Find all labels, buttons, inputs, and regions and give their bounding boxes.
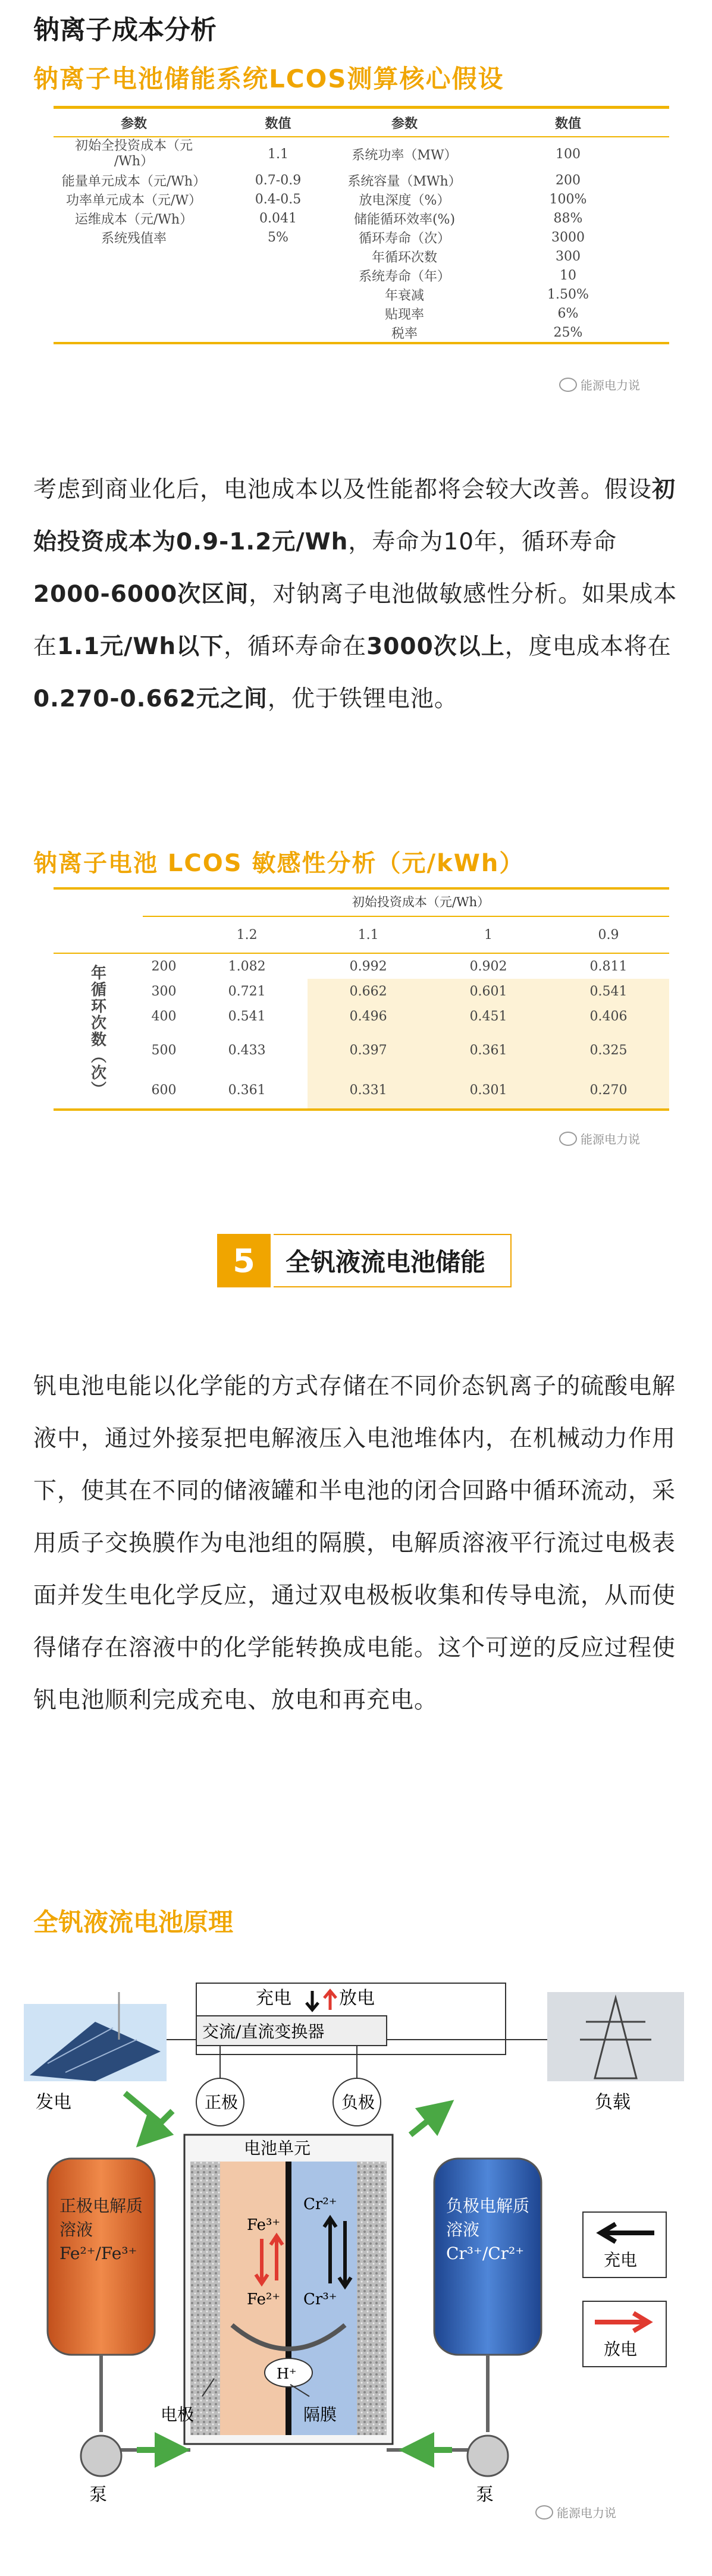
paragraph-1 <box>33 464 679 725</box>
table1-cell: 能量单元成本（元/Wh） <box>61 174 206 189</box>
table2-cell-highlight: 0.662 <box>308 979 429 1004</box>
table1-cell: 初始全投资成本（元 /Wh） <box>74 139 193 169</box>
para-text: ，优于铁锂电池。 <box>267 686 458 712</box>
para-bold: 初始投资成本为0.9-1.2元/Wh <box>33 476 676 555</box>
para-text: ，对钠离子电池做敏感性分析。如果成本在 <box>33 581 678 660</box>
negative-tank-label-wrap <box>446 2194 535 2313</box>
table2-cell: 0.361 <box>228 1082 266 1098</box>
pump-left-icon <box>81 2436 121 2476</box>
table1-cell: 6% <box>557 306 579 321</box>
table1-cell: 储能循环效率(%) <box>353 212 456 227</box>
ion-cr3: Cr³⁺ <box>303 2291 337 2308</box>
para-text: ，循环寿命在 <box>224 633 367 660</box>
table1-cell: 0.7-0.9 <box>255 172 302 188</box>
table2-title: 钠离子电池 LCOS 敏感性分析（元/kWh） <box>33 850 525 877</box>
table2-top-header <box>54 890 669 915</box>
diagram-svg <box>24 1980 690 2563</box>
pump-right-icon <box>468 2436 508 2476</box>
positive-tank-label: 正极电解质溶液 Fe²⁺/Fe³⁺ <box>59 2196 143 2263</box>
negative-tank-label: 负极电解质溶液 Cr³⁺/Cr²⁺ <box>446 2196 530 2263</box>
table2-cell: 1.082 <box>228 959 266 974</box>
discharge-arrow-up <box>324 1991 336 2010</box>
table2-cell: 0.721 <box>228 984 266 999</box>
para-bold: 3000次以上 <box>366 633 505 660</box>
electrode-label: 电极 <box>161 2405 195 2424</box>
table2-cell-highlight: 0.601 <box>429 979 548 1004</box>
para-bold: 1.1元/Wh以下 <box>57 633 224 660</box>
table1-cell: 0.4-0.5 <box>255 191 302 207</box>
table1-cell: 5% <box>268 230 288 245</box>
table1-cell: 10 <box>560 268 576 283</box>
ion-fe2: Fe²⁺ <box>247 2291 281 2308</box>
negative-label: 负极 <box>341 2093 375 2112</box>
pump-right-label: 泵 <box>476 2484 494 2505</box>
pump-left-label: 泵 <box>89 2484 107 2505</box>
table1-cell: 放电深度（%） <box>359 193 450 208</box>
table2-row-label: 300 <box>151 984 177 999</box>
watermark-text: 能源电力说 <box>581 378 640 392</box>
generation-label: 发电 <box>36 2092 71 2113</box>
table2-cell-highlight: 0.361 <box>429 1029 548 1072</box>
table1-cell: 系统残值率 <box>101 231 167 246</box>
table2-row-label: 600 <box>151 1082 177 1098</box>
table1-cell: 年衰减 <box>384 288 424 303</box>
load-label: 负载 <box>595 2092 631 2113</box>
table2-cell-highlight: 0.331 <box>308 1072 429 1110</box>
power-tower-icon <box>547 1992 684 2081</box>
table2-row-label: 200 <box>151 959 177 974</box>
table1-cell: 系统容量（MWh） <box>347 174 462 189</box>
table2-cell-highlight: 0.301 <box>429 1072 548 1110</box>
table2-cell-highlight: 0.541 <box>548 979 669 1004</box>
table1-cell: 100 <box>556 146 581 162</box>
table1-cell: 系统寿命（年） <box>358 269 450 284</box>
section-title: 钠离子成本分析 <box>33 15 217 45</box>
ion-cr2: Cr²⁺ <box>303 2195 337 2213</box>
top-header-label: 初始投资成本（元/Wh） <box>352 895 490 909</box>
table2-cell: 0.992 <box>349 959 387 974</box>
table1 <box>54 109 669 344</box>
table1-cell: 功率单元成本（元/W） <box>65 193 202 208</box>
table1-header-value-1: 数值 <box>265 115 291 131</box>
para-bold: 2000-6000次区间 <box>33 581 249 608</box>
watermark-text: 能源电力说 <box>581 1132 640 1146</box>
table1-title: 钠离子电池储能系统LCOS测算核心假设 <box>33 64 504 93</box>
right-electrode <box>357 2162 387 2435</box>
table2-cell-highlight: 0.406 <box>548 1004 669 1029</box>
table2-col-header: 0.9 <box>598 927 619 943</box>
para-text: ，度电成本将在 <box>504 633 672 660</box>
left-electrode <box>190 2162 220 2435</box>
table1-cell: 200 <box>556 172 581 188</box>
table2-cell: 0.902 <box>469 959 507 974</box>
table2-row-label: 400 <box>151 1009 177 1024</box>
paragraph-2: 钒电池电能以化学能的方式存储在不同价态钒离子的硫酸电解液中，通过外接泵把电解液压入电池堆体内，在机械动力作用下，使其在不同的储液罐和半电池的闭合回路中循环流动，采用质子交换膜作为电池组的隔膜，电解质溶液平行流过电极表面并发生电化学反应，通过双电极板收集和传导电流，从而使得储存在溶液中的化学能转换成电能。这个可逆的反应过程使钒电池顺利完成充电、放电和再充电。 <box>33 1373 676 1714</box>
cell-unit-label: 电池单元 <box>244 2138 311 2158</box>
watermark-text: 能源电力说 <box>557 2506 616 2520</box>
para-text: ，寿命为10年，循环寿命 <box>348 529 617 555</box>
ion-fe3: Fe³⁺ <box>247 2216 281 2234</box>
charge-arrow-down <box>306 1991 318 2010</box>
table2-cell-highlight: 0.270 <box>548 1072 669 1110</box>
table1-cell: 100% <box>549 191 587 207</box>
watermark <box>535 2503 616 2521</box>
legend-discharge-label: 放电 <box>604 2339 638 2359</box>
table2-col-header: 1 <box>484 927 493 943</box>
table2-row-label: 500 <box>151 1042 177 1058</box>
membrane <box>286 2162 291 2435</box>
table2-col-header: 1.1 <box>357 927 379 943</box>
table2-cell-highlight: 0.325 <box>548 1029 669 1072</box>
section5-title: 全钒液流电池储能 <box>274 1234 512 1287</box>
wechat-icon <box>559 378 577 392</box>
wechat-icon <box>559 1132 577 1146</box>
table1-cell: 1.50% <box>547 287 589 302</box>
table2-cell: 0.541 <box>228 1009 266 1024</box>
para-text: 考虑到商业化后，电池成本以及性能都将会较大改善。假设 <box>33 476 653 503</box>
table1-header-param-1: 参数 <box>120 115 147 131</box>
solar-panel-icon <box>24 1992 167 2081</box>
legend-charge-label: 充电 <box>604 2250 638 2270</box>
table2-cell: 0.433 <box>228 1042 266 1058</box>
membrane-label: 隔膜 <box>303 2405 337 2424</box>
table1-cell: 300 <box>556 249 581 264</box>
table2-cell-highlight: 0.451 <box>429 1004 548 1029</box>
section-number-badge: 5 <box>217 1234 271 1287</box>
charge-label-top: 充电 <box>256 1988 291 2009</box>
flow-battery-diagram <box>24 1980 690 2563</box>
table1-header-param-2: 参数 <box>391 115 418 131</box>
proton-label: H⁺ <box>277 2365 297 2382</box>
table1-cell: 88% <box>553 211 583 226</box>
table1-cell: 系统功率（MW） <box>352 147 457 163</box>
table1-cell: 运维成本（元/Wh） <box>74 212 193 227</box>
table1-header-value-2: 数值 <box>554 115 581 131</box>
row-axis-label: 年循环次数（次） <box>88 965 106 1098</box>
table1-cell: 贴现率 <box>384 307 424 322</box>
table1-cell: 年循环次数 <box>371 250 437 265</box>
table1-cell: 1.1 <box>268 146 288 162</box>
table1-cell: 税率 <box>391 326 418 341</box>
table2-cell-highlight: 0.496 <box>308 1004 429 1029</box>
para-bold: 0.270-0.662元之间 <box>33 686 268 712</box>
diagram-title: 全钒液流电池原理 <box>33 1908 234 1937</box>
table2 <box>54 917 669 1111</box>
converter-label: 交流/直流变换器 <box>202 2022 325 2041</box>
table1-cell: 25% <box>553 325 583 340</box>
table1-cell: 3000 <box>551 230 585 245</box>
table1-cell: 0.041 <box>259 211 297 226</box>
positive-tank-label-wrap <box>59 2194 149 2313</box>
watermark <box>559 1130 640 1147</box>
table1-cell: 循环寿命（次） <box>358 231 450 246</box>
positive-label: 正极 <box>205 2093 239 2112</box>
discharge-label-top: 放电 <box>339 1988 375 2009</box>
wechat-icon <box>535 2505 553 2520</box>
table2-col-header: 1.2 <box>236 927 258 943</box>
table2-cell-highlight: 0.397 <box>308 1029 429 1072</box>
watermark <box>559 376 640 393</box>
table2-cell: 0.811 <box>589 959 628 974</box>
